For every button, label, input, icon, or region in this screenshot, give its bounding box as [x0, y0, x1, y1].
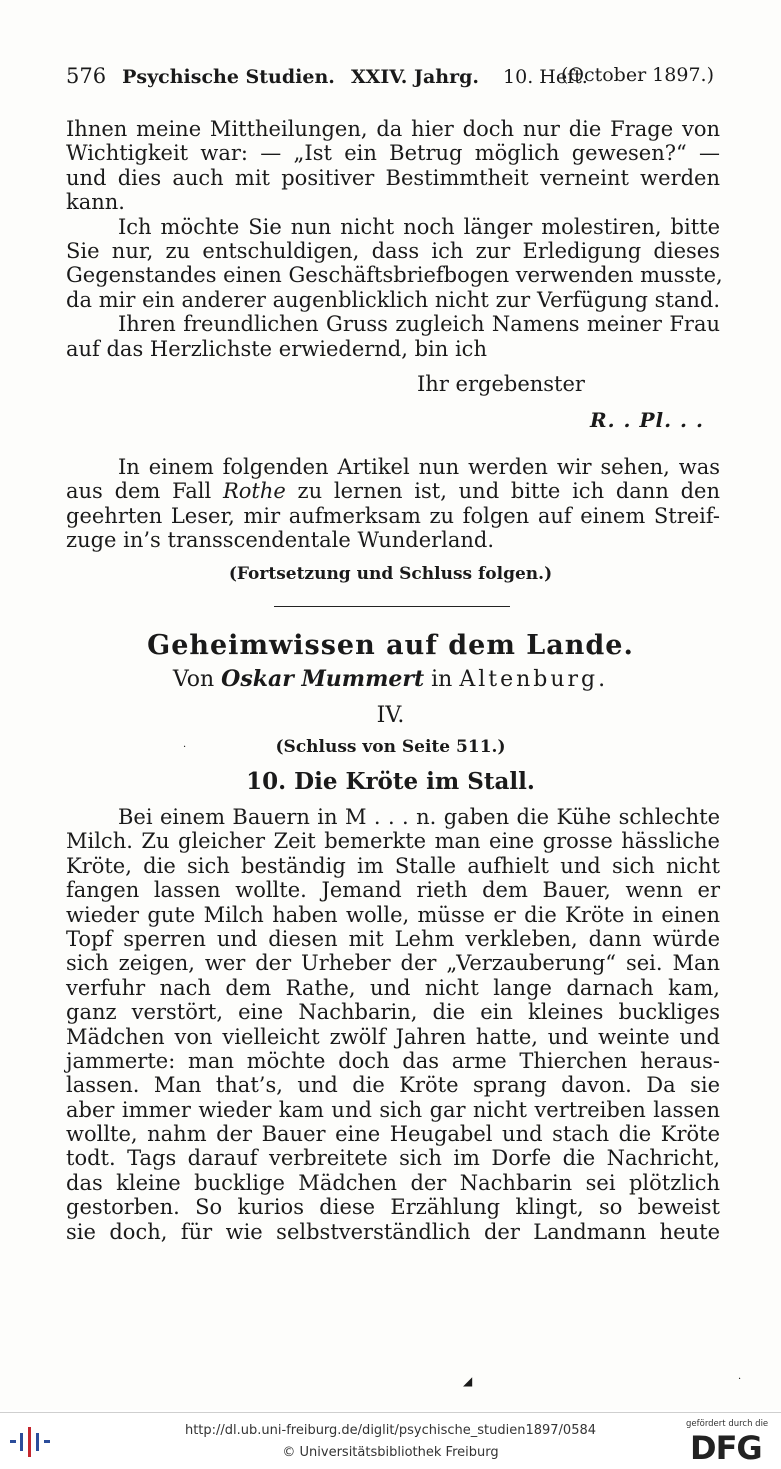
- text-line: sie doch, für wie selbstverständlich der Landmann heute: [66, 1219, 720, 1244]
- speck-mark: ·: [183, 742, 187, 753]
- text-line: Topf sperren und diesen mit Lehm verkleben, dann würde: [66, 926, 720, 951]
- continuation-reference: (Schluss von Seite 511.): [275, 737, 506, 757]
- journal-title: Psychische Studien.: [122, 66, 335, 88]
- text-line: Mädchen von vielleicht zwölf Jahren hatte, und weinte und: [66, 1024, 720, 1049]
- copyright: © Universitätsbibliothek Freiburg: [282, 1445, 499, 1460]
- text-line: Kröte, die sich beständig im Stalle aufhielt und sich nicht: [66, 853, 720, 878]
- text-line: Sie nur, zu entschuldigen, dass ich zur Erledigung dieses: [66, 238, 720, 263]
- text-line: ganz verstört, eine Nachbarin, die ein kleines buckliges: [66, 1000, 720, 1025]
- text-line: und dies auch mit positiver Bestimmtheit verneint werden: [66, 165, 720, 190]
- text-line: geehrten Leser, mir aufmerksam zu folgen auf einem Streif-: [66, 503, 720, 528]
- letter-text: [66, 117, 723, 361]
- text-line: fangen lassen wollte. Jemand rieth dem Bauer, wenn er: [66, 878, 720, 903]
- author-in: in: [431, 667, 453, 692]
- text-line: Ihnen meine Mittheilungen, da hier doch nur die Frage von: [66, 117, 720, 141]
- article-text: [66, 455, 720, 553]
- author-place: Altenburg.: [459, 667, 609, 692]
- text-line: da mir ein anderer augenblicklich nicht zur Verfügung stand.: [66, 287, 720, 312]
- scan-mark: ·: [738, 1374, 742, 1385]
- text-line: aber immer wieder kam und sich gar nicht vertreiben lassen: [66, 1097, 720, 1122]
- text-line: In einem folgenden Artikel nun werden wir sehen, was: [118, 455, 720, 479]
- scan-mark: ◢: [463, 1374, 473, 1388]
- text-line: Ich möchte Sie nun nicht noch länger molestiren, bitte: [118, 214, 720, 239]
- running-header: [66, 64, 714, 88]
- section-divider: [274, 606, 510, 607]
- text-line: wieder gute Milch haben wolle, müsse er die Kröte in einen: [66, 902, 720, 927]
- body-text: [66, 805, 720, 1244]
- text-line: lassen. Man that’s, und die Kröte sprang davon. Da sie: [66, 1073, 720, 1098]
- author-prefix: Von: [172, 667, 215, 692]
- text-line: Gegenstandes einen Geschäftsbriefbogen verwenden musste,: [66, 263, 723, 288]
- text-line: kann.: [66, 190, 125, 215]
- permalink[interactable]: http://dl.ub.uni-freiburg.de/diglit/psychische_studien1897/0584: [184, 1423, 597, 1438]
- text-line: das kleine bucklige Mädchen der Nachbarin sei plötzlich: [66, 1170, 720, 1195]
- text-line: sich zeigen, wer der Urheber der „Verzauberung“ sei. Man: [66, 951, 720, 976]
- section-title: Geheimwissen auf dem Lande.: [147, 630, 634, 661]
- journal-date: (October 1897.): [560, 64, 714, 86]
- author-name: Oskar Mummert: [221, 666, 425, 692]
- viewer-footer: [0, 1412, 781, 1469]
- part-number: IV.: [376, 703, 405, 728]
- text-line: Ihren freundlichen Gruss zugleich Namens meiner Frau: [118, 312, 720, 337]
- text-line: wollte, nahm der Bauer eine Heugabel und stach die Kröte: [66, 1122, 720, 1147]
- text-line: Bei einem Bauern in M . . . n. gaben die Kühe schlechte: [118, 805, 720, 829]
- letter-closing: Ihr ergebenster: [417, 372, 585, 396]
- text-line: aus dem Fall Rothe zu lernen ist, und bitte ich dann den: [66, 479, 720, 504]
- dfg-logo: DFG: [690, 1429, 762, 1467]
- journal-issue: 10. Heft.: [503, 66, 588, 88]
- letter-signature: R. . Pl. . .: [590, 408, 704, 432]
- author-line: [0, 666, 781, 692]
- text-line: zuge in’s transscendentale Wunderland.: [66, 528, 495, 553]
- continuation-note: (Fortsetzung und Schluss folgen.): [228, 564, 553, 584]
- text-line: todt. Tags darauf verbreitete sich im Dorfe die Nachricht,: [66, 1146, 720, 1171]
- text-line: jammerte: man möchte doch das arme Thierchen heraus-: [66, 1048, 720, 1073]
- page-number: 576: [66, 64, 107, 88]
- funding-note: gefördert durch die: [686, 1419, 769, 1429]
- text-line: Milch. Zu gleicher Zeit bemerkte man eine grosse hässliche: [66, 829, 720, 854]
- journal-year: XXIV. Jahrg.: [350, 66, 479, 88]
- text-line: verfuhr nach dem Rathe, und nicht lange darnach kam,: [66, 975, 720, 1000]
- text-line: auf das Herzlichste erwiedernd, bin ich: [66, 336, 487, 361]
- text-line: Wichtigkeit war: — „Ist ein Betrug möglich gewesen?“ —: [66, 141, 720, 166]
- subheading: 10. Die Kröte im Stall.: [246, 768, 535, 795]
- text-line: gestorben. So kurios diese Erzählung klingt, so beweist: [66, 1195, 720, 1220]
